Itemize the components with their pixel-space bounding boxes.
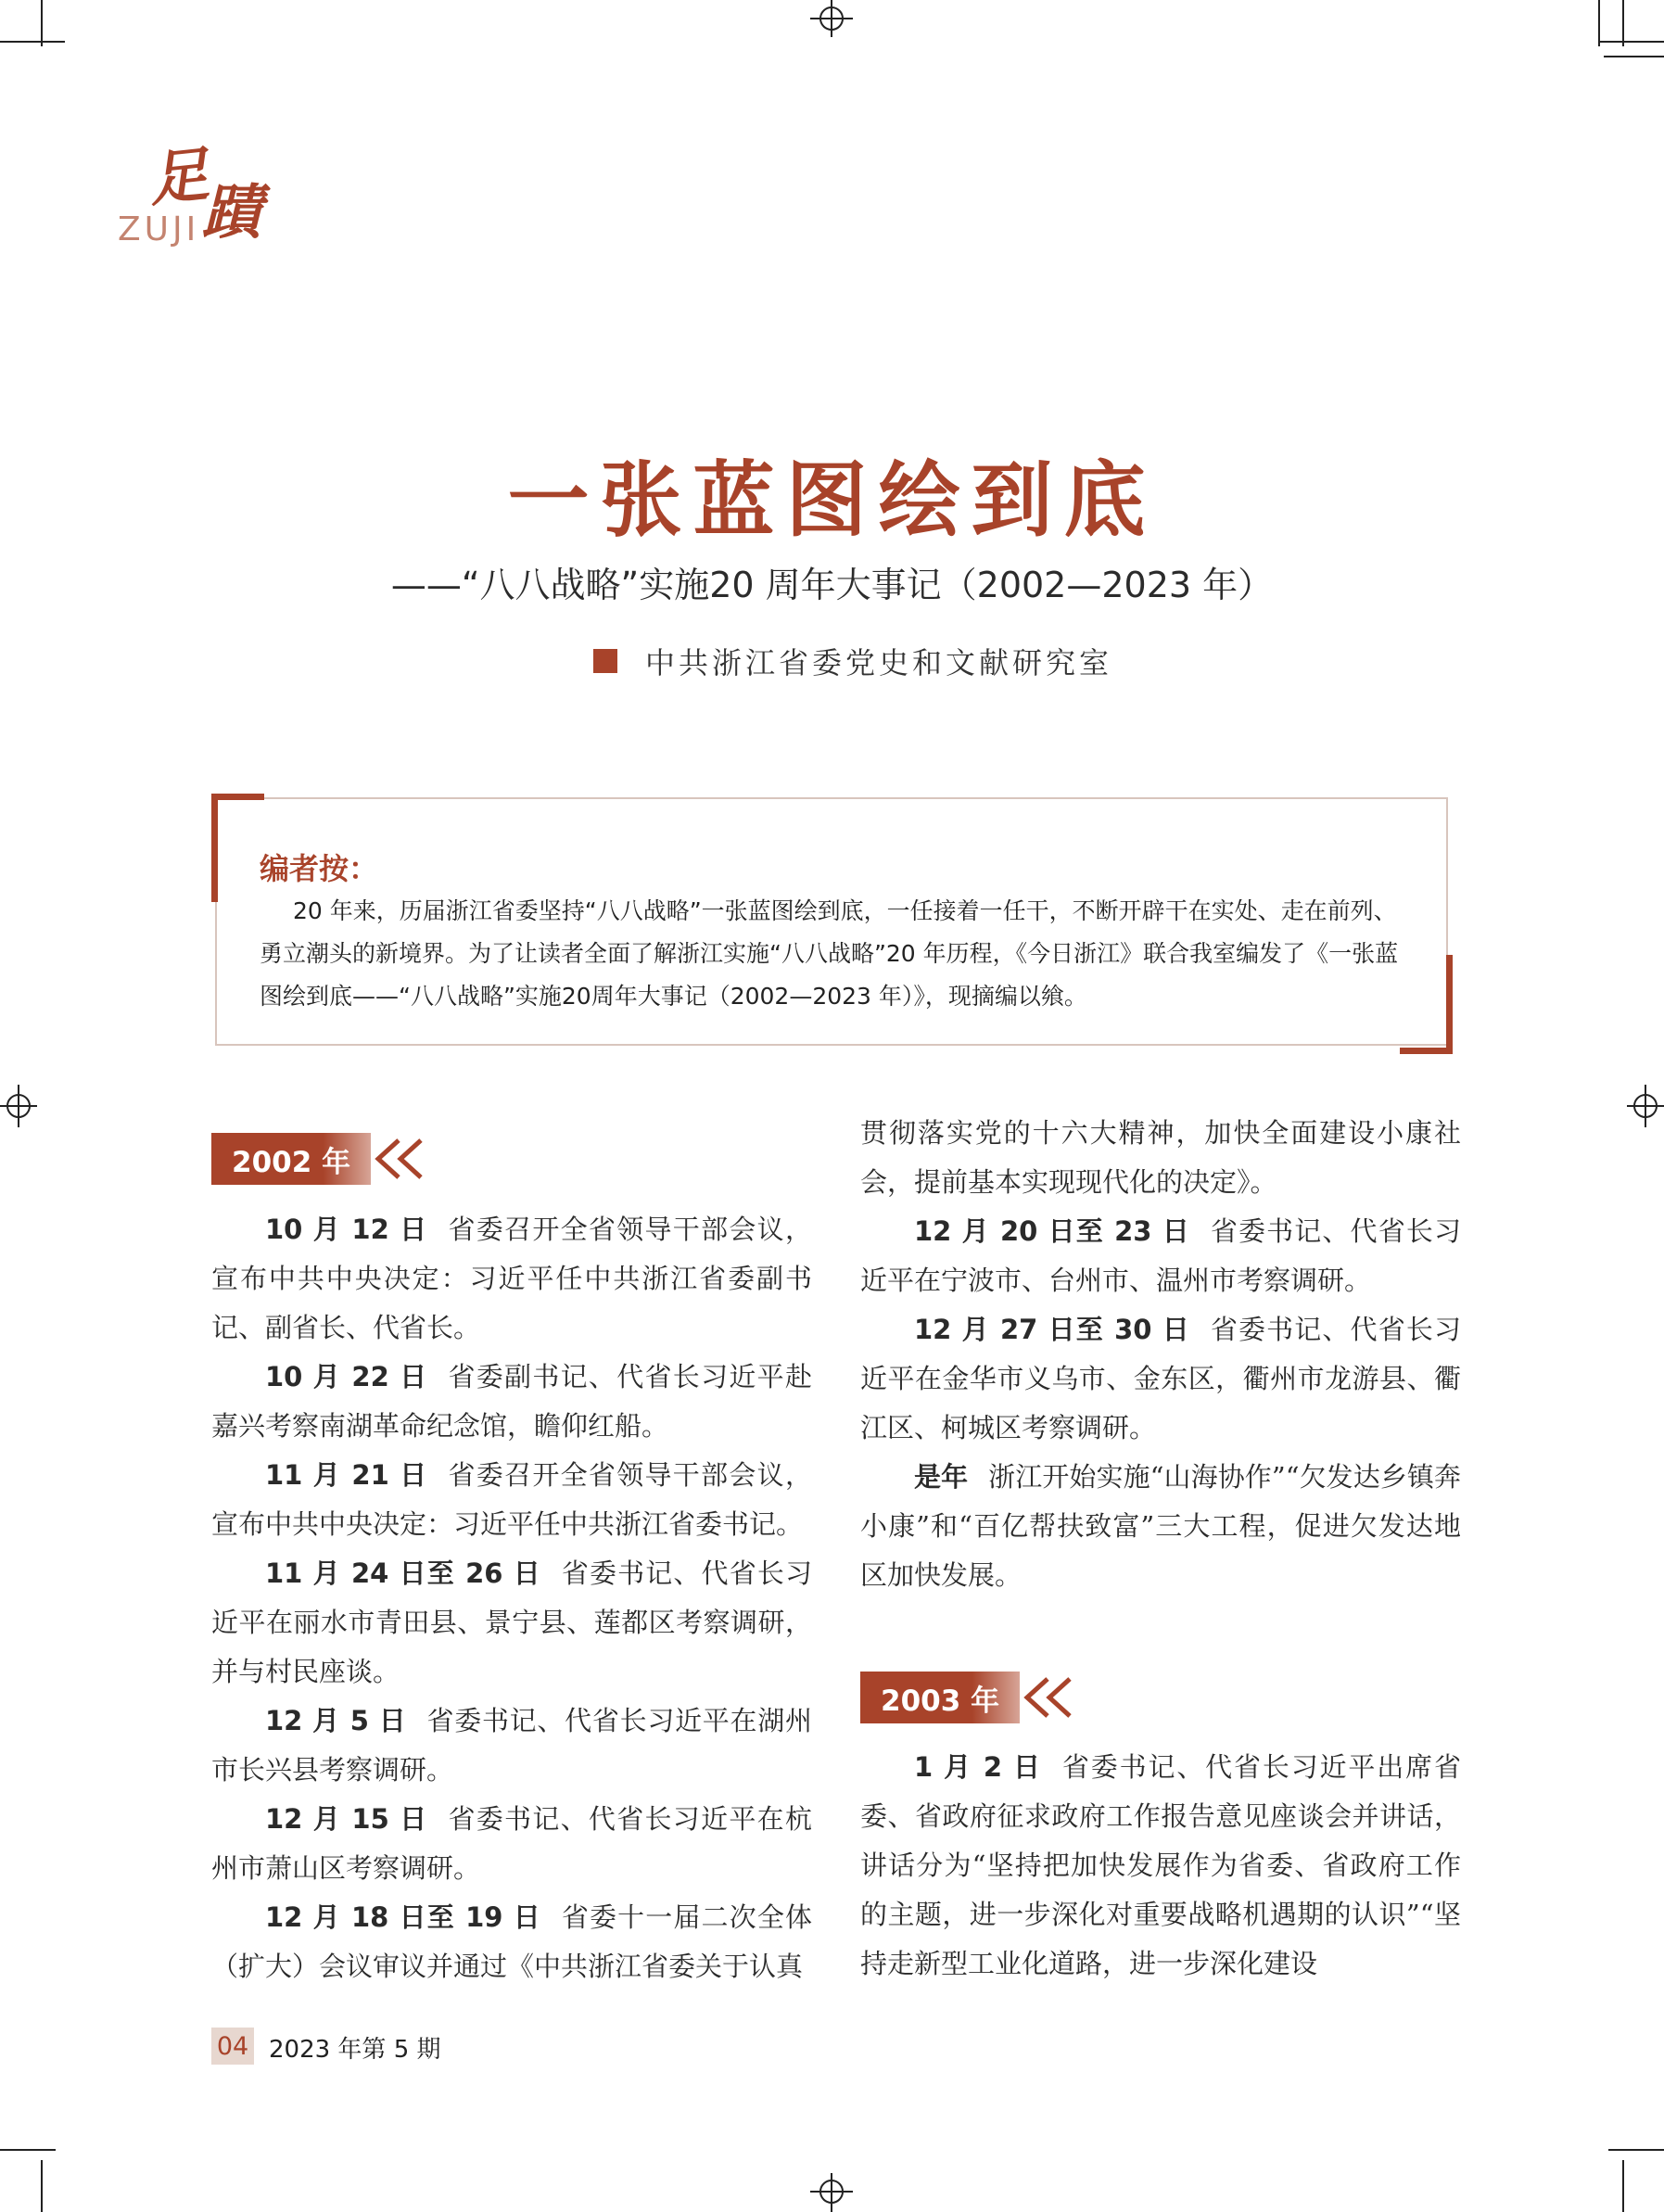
chronicle-entry (211, 1893, 812, 1991)
chronicle-entry (211, 1795, 812, 1893)
entry-date: 11 月 21 日 (265, 1459, 428, 1491)
entry-text: 省委召开全省领导干部会议，宣布中共中央决定：习近平任中共浙江省委书记。 (211, 1459, 812, 1540)
crop-mark (41, 0, 43, 46)
entry-date: 12 月 20 日至 23 日 (914, 1215, 1190, 1247)
year-tag (860, 1672, 1081, 1723)
chronicle-entry (860, 1743, 1461, 1989)
crop-mark (41, 2160, 43, 2212)
entry-text: 省委书记、代省长习近平在丽水市青田县、景宁县、莲都区考察调研，并与村民座谈。 (211, 1557, 812, 1687)
article-subtitle: ——“八八战略”实施20 周年大事记（2002—2023 年） (390, 565, 1274, 605)
crop-mark (1608, 2149, 1664, 2151)
section-logo-char: 蹟 (202, 178, 261, 248)
registration-mark-icon (0, 1085, 43, 1127)
article-title: 一张蓝图绘到底 (507, 451, 1157, 548)
entry-text: 省委十一届二次全体（扩大）会议审议并通过《中共浙江省委关于认真 (211, 1901, 812, 1982)
year-label: 2003 年 (860, 1672, 1020, 1723)
chronicle-entry (211, 1697, 812, 1795)
entry-date: 是年 (914, 1461, 969, 1493)
section-logo-latin: ZUJI (118, 210, 200, 248)
entry-date: 10 月 12 日 (265, 1214, 428, 1245)
page-number: 04 (211, 2028, 254, 2065)
chronicle-entry (211, 1353, 812, 1451)
crop-mark (1622, 0, 1624, 46)
entry-date: 1 月 2 日 (914, 1751, 1042, 1783)
entry-text: 浙江开始实施“山海协作”“欠发达乡镇奔小康”和“百亿帮扶致富”三大工程，促进欠发达地区加快发展。 (860, 1461, 1461, 1591)
year-tag (211, 1133, 432, 1185)
section-logo-char: 足 (145, 139, 212, 216)
crop-mark (0, 2149, 56, 2151)
entry-text: 省委召开全省领导干部会议，宣布中共中央决定：习近平任中共浙江省委副书记、副省长、代省长。 (211, 1214, 812, 1343)
editor-note-text: 20 年来，历届浙江省委坚持“八八战略”一张蓝图绘到底，一任接着一任干，不断开辟干在实处、走在前列、勇立潮头的新境界。为了让读者全面了解浙江实施“八八战略”20 年历程，《今日浙江》联合我室编发了《一张蓝图绘到底——“八八战略”实施20周年大事记（2002—2023 年）》，现摘编以飨。 (260, 897, 1399, 1010)
crop-mark (1599, 41, 1664, 43)
crop-mark (0, 41, 65, 43)
crop-mark (1598, 0, 1600, 46)
crop-mark (1604, 56, 1664, 57)
chronicle-entry (211, 1549, 812, 1697)
entry-date: 12 月 27 日至 30 日 (914, 1314, 1190, 1345)
left-column (211, 1205, 812, 1991)
author-line (593, 640, 1112, 682)
entry-text: 省委书记、代省长习近平在湖州市长兴县考察调研。 (211, 1705, 812, 1786)
chronicle-entry (211, 1205, 812, 1353)
entry-date: 12 月 15 日 (265, 1803, 428, 1835)
double-chevron-left-icon (1016, 1672, 1081, 1723)
double-chevron-left-icon (367, 1133, 432, 1185)
registration-mark-icon (1621, 1085, 1664, 1127)
year-label: 2002 年 (211, 1133, 371, 1185)
issue-label: 2023 年第 5 期 (269, 2036, 441, 2064)
right-column-2003 (860, 1743, 1461, 1989)
entry-text: 省委书记、代省长习近平出席省委、省政府征求政府工作报告意见座谈会并讲话，讲话分为“坚持把加快发展作为省委、省政府工作的主题，进一步深化对重要战略机遇期的认识”“坚持走新型工业化道路，进一步深化建设 (860, 1751, 1461, 1979)
right-column (860, 1109, 1461, 1600)
registration-mark-icon (810, 0, 853, 43)
article-author: 中共浙江省委党史和文献研究室 (645, 645, 1113, 680)
editor-note-heading: 编者按： (260, 851, 379, 886)
crop-mark (1622, 2160, 1624, 2212)
registration-mark-icon (810, 2169, 853, 2212)
entry-date: 12 月 5 日 (265, 1705, 407, 1736)
entry-date: 12 月 18 日至 19 日 (265, 1901, 541, 1933)
entry-date: 11 月 24 日至 26 日 (265, 1557, 541, 1589)
chronicle-entry (860, 1207, 1461, 1305)
entry-text: 省委书记、代省长习近平在杭州市萧山区考察调研。 (211, 1803, 812, 1884)
entry-text: 省委副书记、代省长习近平赴嘉兴考察南湖革命纪念馆，瞻仰红船。 (211, 1361, 812, 1442)
chronicle-entry (860, 1305, 1461, 1453)
entry-text: 省委书记、代省长习近平在金华市义乌市、金东区，衢州市龙游县、衢江区、柯城区考察调研。 (860, 1314, 1461, 1443)
entry-date: 10 月 22 日 (265, 1361, 428, 1392)
corner-bracket-icon (211, 794, 264, 902)
entry-text: 省委书记、代省长习近平在宁波市、台州市、温州市考察调研。 (860, 1215, 1461, 1296)
chronicle-entry (211, 1451, 812, 1549)
chronicle-entry (860, 1453, 1461, 1600)
chronicle-continuation: 贯彻落实党的十六大精神，加快全面建设小康社会，提前基本实现现代化的决定》。 (860, 1117, 1461, 1198)
square-bullet-icon (593, 649, 617, 673)
